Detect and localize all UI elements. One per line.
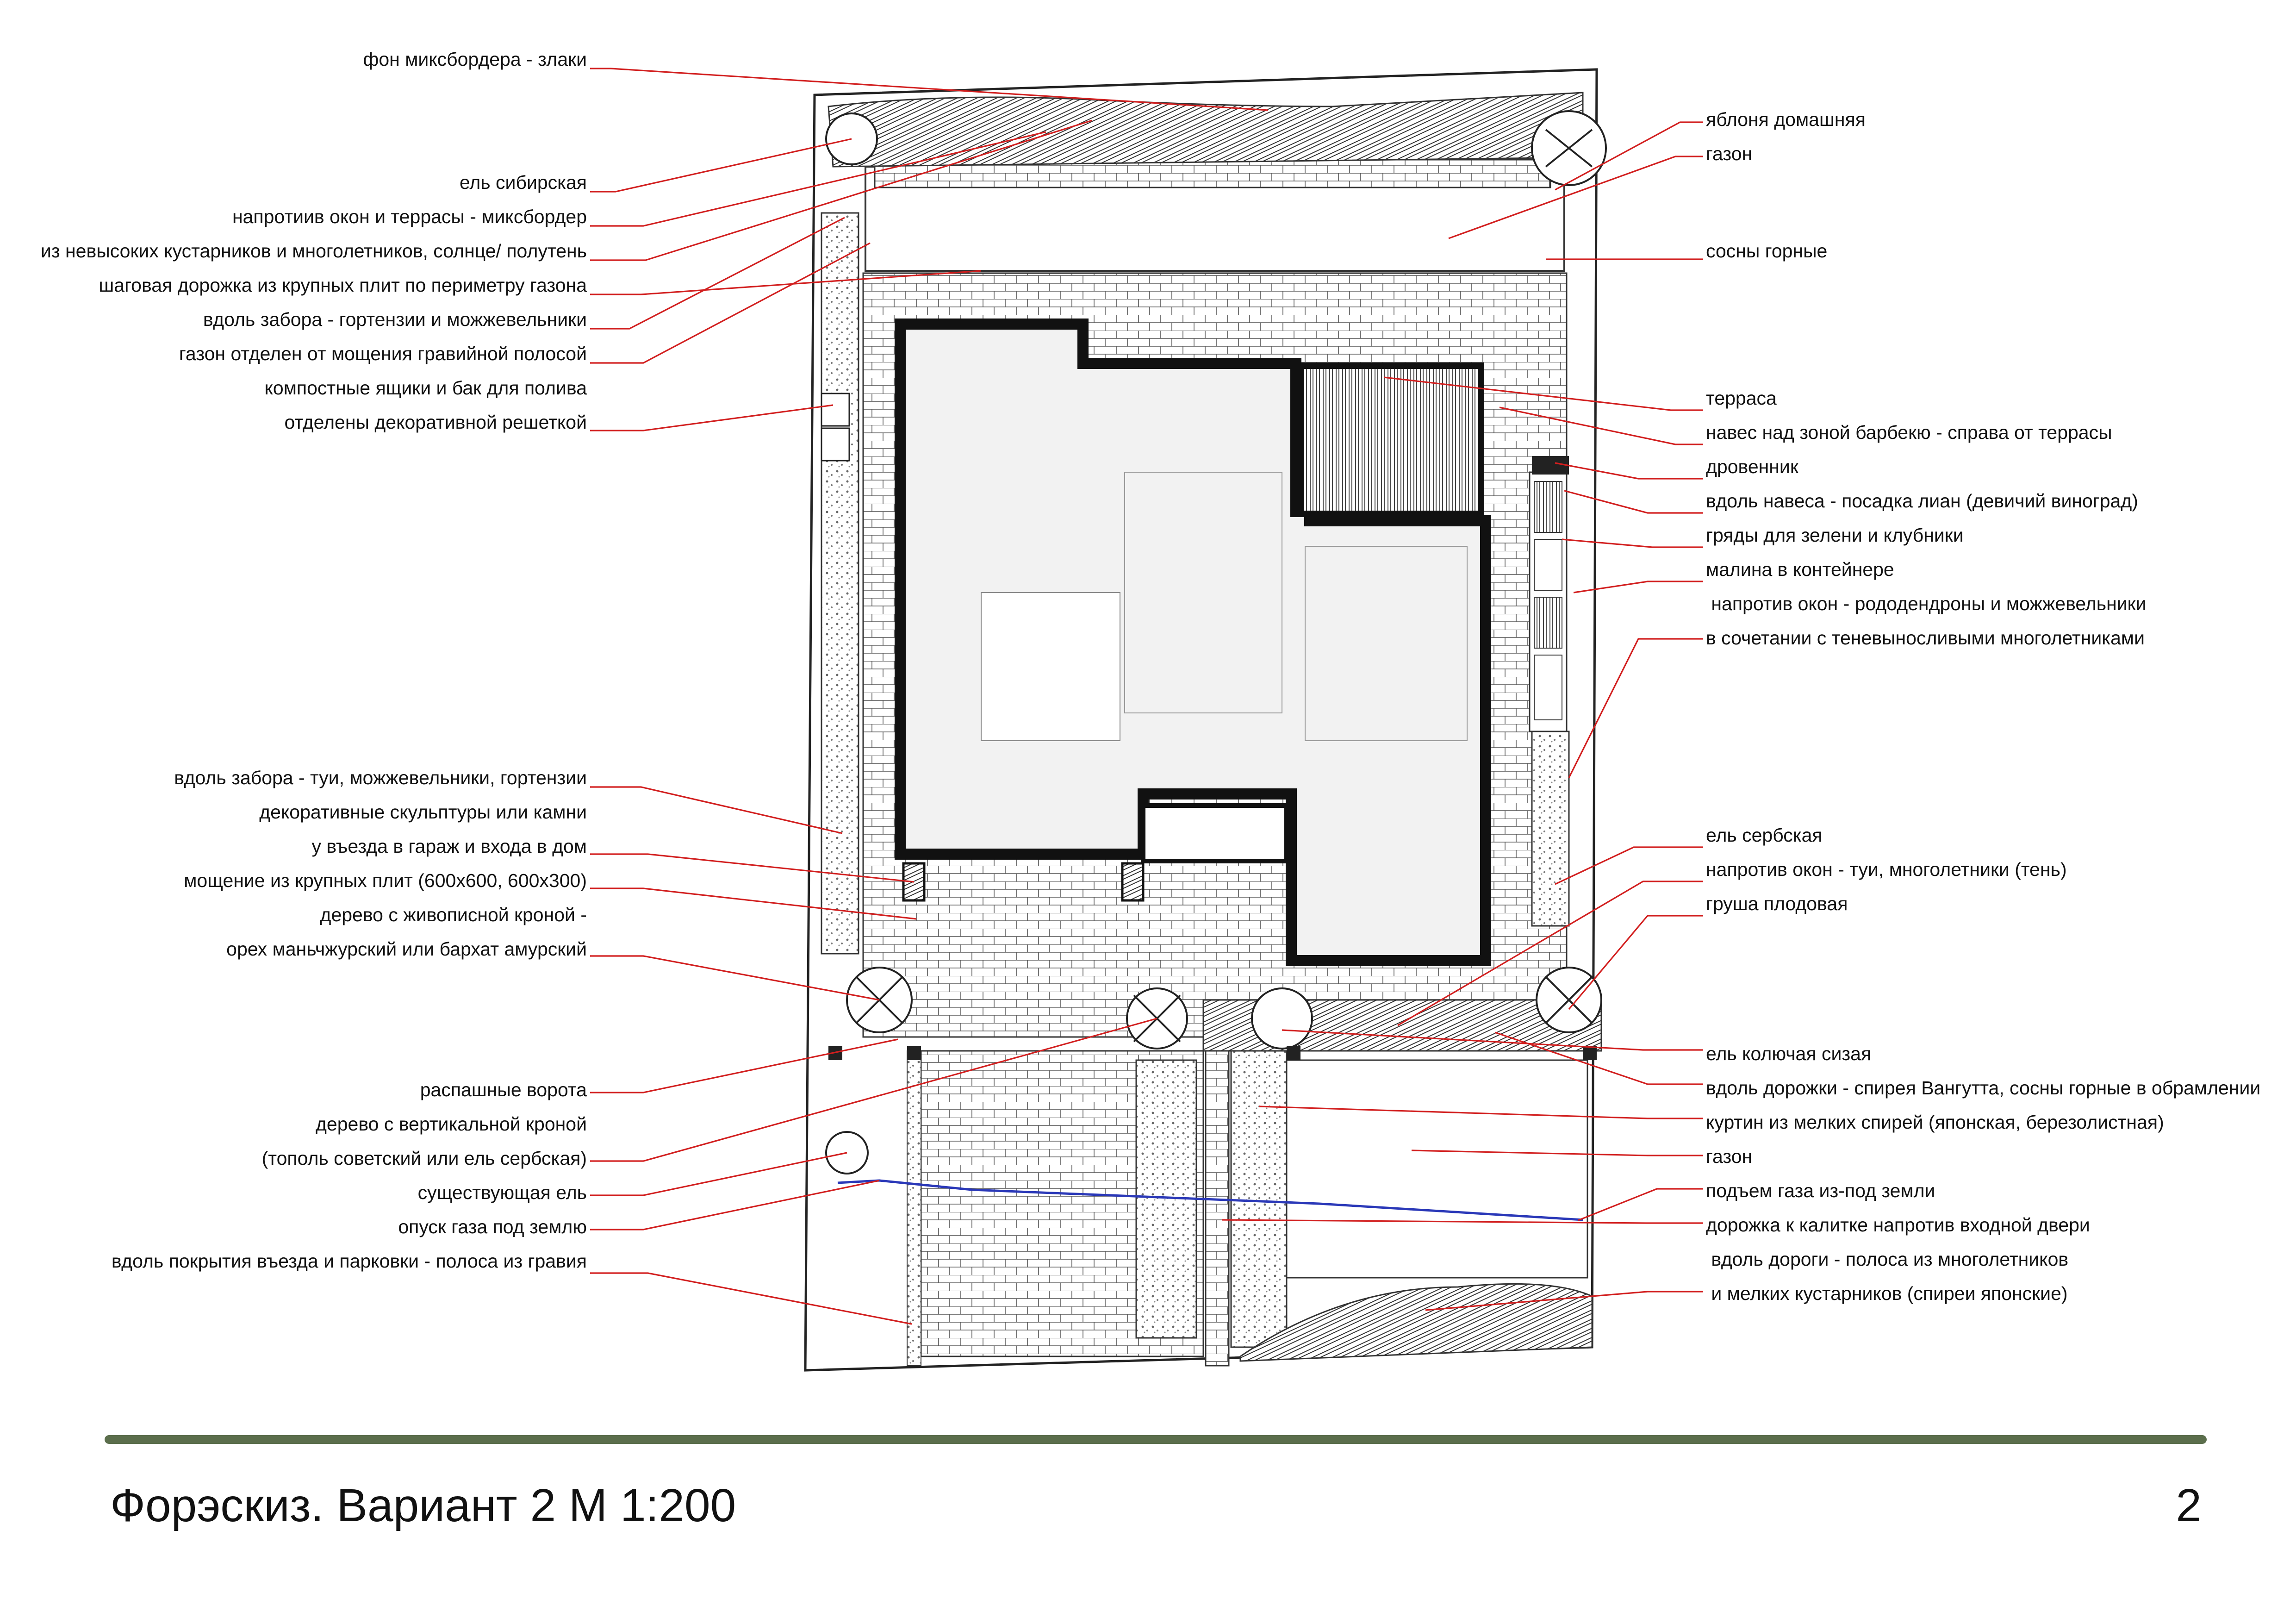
right-labels (1706, 109, 2260, 1304)
east-shrubs (1532, 731, 1569, 926)
label-garage-entrance: у въезда в гараж и входа в дом (311, 836, 587, 857)
sculpture-right (1122, 863, 1143, 900)
west-hedge (821, 213, 859, 954)
label-vegetable-beds: гряды для зелени и клубники (1706, 525, 1964, 546)
label-shade-perennials: в сочетании с теневыносливыми многолетниками (1706, 627, 2145, 649)
label-fence-hydrangeas: вдоль забора - гортензии и можжевельники (203, 309, 587, 330)
front-lawn (1287, 1060, 1587, 1278)
label-gas-rise: подъем газа из-под земли (1706, 1180, 1935, 1201)
label-serbian-spruce: ель сербская (1706, 824, 1823, 846)
house-inner-room (981, 593, 1120, 741)
label-raspberry-container: малина в контейнере (1706, 559, 1894, 580)
label-apple-tree: яблоня домашняя (1706, 109, 1866, 130)
label-lawn-north: газон (1706, 143, 1753, 164)
label-sculptures: декоративные скульптуры или камни (259, 801, 587, 823)
label-gas-descent: опуск газа под землю (398, 1216, 587, 1237)
footer-divider (105, 1435, 2207, 1444)
gate-path (1206, 1051, 1229, 1366)
gate-post (907, 1046, 921, 1060)
label-columnar-tree-options: (тополь советский или ель сербская) (261, 1148, 587, 1169)
label-siberian-spruce: ель сибирская (459, 172, 587, 193)
label-roadside-perennials: вдоль дороги - полоса из многолетников (1706, 1249, 2069, 1270)
label-terrace: терраса (1706, 387, 1777, 409)
label-driveway-gravel: вдоль покрытия въезда и парковки - полоса из гравия (111, 1250, 587, 1272)
label-fence-thujas: вдоль забора - туи, можжевельники, гортензии (174, 767, 587, 788)
site-plan-drawing (805, 69, 1606, 1370)
label-virginia-creeper: вдоль навеса - посадка лиан (девичий виноград) (1706, 490, 2138, 512)
label-bbq-canopy: навес над зоной барбекю - справа от террасы (1706, 422, 2112, 443)
label-japanese-spireas: и мелких кустарников (спиреи японские) (1706, 1283, 2068, 1304)
label-grass-backdrop: фон миксбордера - злаки (363, 49, 587, 70)
label-vanhoutte-spirea: вдоль дорожки - спирея Вангутта, сосны горные в обрамлении (1706, 1077, 2261, 1099)
label-woodshed: дровенник (1706, 456, 1798, 477)
label-pear-tree: груша плодовая (1706, 893, 1848, 914)
label-walnut-tree: орех маньчжурский или бархат амурский (226, 938, 587, 960)
label-existing-spruce: существующая ель (417, 1182, 587, 1203)
label-columnar-tree: дерево с вертикальной кроной (316, 1113, 587, 1135)
label-lawn-front: газон (1706, 1146, 1753, 1167)
label-compost-bins: компостные ящики и бак для полива (264, 377, 587, 399)
gate-post (1583, 1046, 1597, 1060)
label-mountain-pines: сосны горные (1706, 240, 1828, 262)
label-large-slab-paving: мощение из крупных плит (600х600, 600х300) (184, 870, 587, 891)
roadside-perennials (1240, 1284, 1592, 1361)
left-labels (41, 49, 587, 1272)
driveway-gravel-strip (907, 1051, 921, 1366)
gate-post (1287, 1046, 1300, 1060)
label-thujas-shade: напротив окон - туи, многолетники (тень) (1706, 859, 2067, 880)
label-picturesque-tree: дерево с живописной кроной - (320, 904, 587, 925)
label-blue-spruce: ель колючая сизая (1706, 1043, 1872, 1064)
terrace (1300, 366, 1481, 514)
label-rhododendrons: напротив окон - рододендроны и можжевельники (1706, 593, 2147, 614)
label-gate-path: дорожка к калитке напротив входной двери (1706, 1214, 2090, 1236)
label-mixborder: напротиив окон и террасы - миксбордер (232, 206, 587, 227)
sheet-title: Форэскиз. Вариант 2 М 1:200 (110, 1480, 736, 1531)
garage-entrance (1143, 806, 1287, 861)
blue-spruce-symbol (1252, 988, 1312, 1049)
label-stepping-path: шаговая дорожка из крупных плит по периметру газона (99, 275, 587, 296)
label-swing-gates: распашные ворота (420, 1079, 587, 1100)
label-small-spireas: куртин из мелких спирей (японская, березолистная) (1706, 1112, 2164, 1133)
label-mixborder-detail: из невысоких кустарников и многолетников, солнце/ полутень (40, 240, 587, 262)
label-gravel-separation: газон отделен от мощения гравийной полосой (179, 343, 587, 364)
front-spirea-border (1231, 1051, 1287, 1347)
label-decorative-lattice: отделены декоративной решеткой (284, 412, 587, 433)
page-number: 2 (2176, 1480, 2202, 1531)
